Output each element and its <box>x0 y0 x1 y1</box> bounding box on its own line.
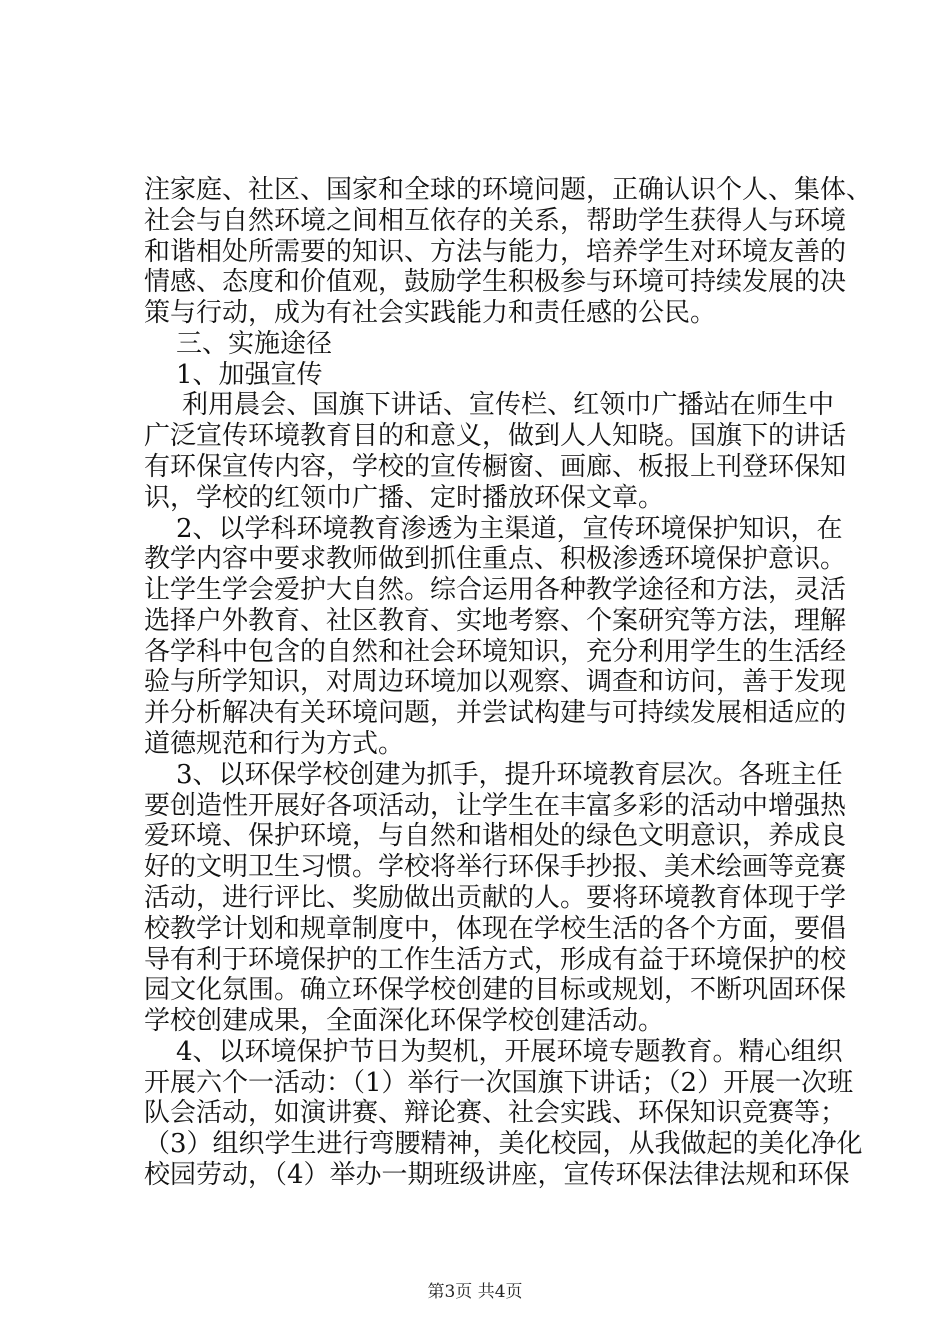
body-line: 开展六个一活动：（1）举行一次国旗下讲话；（2）开展一次班 <box>144 1067 854 1098</box>
body-line: 让学生学会爱护大自然。综合运用各种教学途径和方法，灵活 <box>144 575 847 606</box>
body-line: 各学科中包含的自然和社会环境知识，充分利用学生的生活经 <box>144 636 847 667</box>
body-line: 利用晨会、国旗下讲话、宣传栏、红领巾广播站在师生中 <box>182 390 834 421</box>
body-line: 3、以环保学校创建为抓手，提升环境教育层次。各班主任 <box>176 759 843 790</box>
body-line: 爱环境、保护环境，与自然和谐相处的绿色文明意识，养成良 <box>144 821 847 852</box>
body-line: 社会与自然环境之间相互依存的关系，帮助学生获得人与环境 <box>144 205 847 236</box>
subsection-heading: 1、加强宣传 <box>176 359 323 390</box>
body-line: 要创造性开展好各项活动，让学生在丰富多彩的活动中增强热 <box>144 790 847 821</box>
section-heading: 三、实施途径 <box>176 328 333 359</box>
body-line: 和谐相处所需要的知识、方法与能力，培养学生对环境友善的 <box>144 236 847 267</box>
body-line: 选择户外教育、社区教育、实地考察、个案研究等方法，理解 <box>144 605 847 636</box>
body-line: 好的文明卫生习惯。学校将举行环保手抄报、美术绘画等竞赛 <box>144 852 847 883</box>
body-line: 队会活动，如演讲赛、辩论赛、社会实践、环保知识竞赛等； <box>144 1098 847 1129</box>
body-line: 注家庭、社区、国家和全球的环境问题，正确认识个人、集体、 <box>144 175 873 205</box>
page-number: 第3页 共4页 <box>427 1282 523 1302</box>
body-line: 策与行动，成为有社会实践能力和责任感的公民。 <box>144 298 717 329</box>
body-line: 有环保宣传内容，学校的宣传橱窗、画廊、板报上刊登环保知 <box>144 452 847 483</box>
body-line: 广泛宣传环境教育目的和意义，做到人人知晓。国旗下的讲话 <box>144 421 847 452</box>
body-line: 教学内容中要求教师做到抓住重点、积极渗透环境保护意识。 <box>144 544 847 575</box>
body-line: 活动，进行评比、奖励做出贡献的人。要将环境教育体现于学 <box>144 882 847 913</box>
body-line: 并分析解决有关环境问题，并尝试构建与可持续发展相适应的 <box>144 698 847 729</box>
body-line: 学校创建成果，全面深化环保学校创建活动。 <box>144 1006 665 1037</box>
body-line: 情感、态度和价值观，鼓励学生积极参与环境可持续发展的决 <box>144 267 847 298</box>
body-line: 校教学计划和规章制度中，体现在学校生活的各个方面，要倡 <box>144 913 847 944</box>
body-line: （3）组织学生进行弯腰精神，美化校园，从我做起的美化净化 <box>144 1129 863 1160</box>
body-line: 2、以学科环境教育渗透为主渠道，宣传环境保护知识，在 <box>176 513 843 544</box>
body-line: 识，学校的红领巾广播、定时播放环保文章。 <box>144 482 665 513</box>
body-line: 园文化氛围。确立环保学校创建的目标或规划，不断巩固环保 <box>144 975 847 1006</box>
body-line: 4、以环境保护节日为契机，开展环境专题教育。精心组织 <box>176 1036 843 1067</box>
body-line: 验与所学知识，对周边环境加以观察、调查和访问，善于发现 <box>144 667 847 698</box>
body-line: 导有利于环境保护的工作生活方式，形成有益于环境保护的校 <box>144 944 847 975</box>
body-line: 道德规范和行为方式。 <box>144 729 405 760</box>
body-line: 校园劳动，（4）举办一期班级讲座，宣传环保法律法规和环保 <box>144 1159 850 1190</box>
